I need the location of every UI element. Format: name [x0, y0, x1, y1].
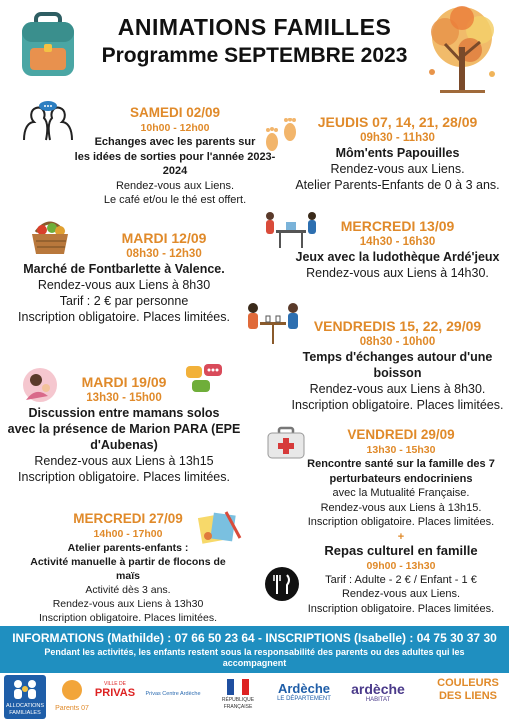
event-line: Inscription obligatoire. Places limitées.	[291, 398, 504, 412]
flag-icon	[227, 679, 249, 695]
event-day: JEUDIS 07, 14, 21, 28/09	[317, 114, 478, 130]
event-line: Jeux avec la ludothèque Ardé'jeux	[295, 250, 500, 264]
parents07-logo	[52, 677, 92, 717]
event-time: 14h30 - 16h30	[359, 236, 436, 248]
event-line: Le café et/ou le thé est offert.	[103, 194, 247, 206]
event-day: MERCREDI 13/09	[340, 218, 455, 234]
event-line: Activité manuelle à partir de flocons de maïs	[30, 556, 226, 582]
event-line: Rendez-vous aux Liens à 14h30.	[306, 266, 489, 280]
event-line: d'Aubenas)	[90, 438, 158, 452]
info-banner	[0, 626, 509, 673]
couleurs-label: COULEURS DES LIENS	[437, 677, 499, 702]
event-line: Rendez-vous aux Liens à 8h30.	[309, 382, 486, 396]
event-line: Rendez-vous aux Liens à 13h30	[52, 598, 204, 610]
event-line: Inscription obligatoire. Places limitées.	[18, 310, 230, 324]
event-mardi-12	[4, 230, 244, 325]
event-line: boisson	[373, 366, 422, 380]
event-time: 09h30 - 11h30	[360, 132, 435, 144]
event-time: 13h30 - 15h30	[366, 444, 436, 456]
ardeche-habitat-logo	[342, 681, 414, 715]
community-label: Privas Centre Ardèche	[145, 691, 201, 697]
republique-logo	[210, 679, 266, 717]
repas-title: Repas culturel en famille	[324, 543, 478, 558]
caf-label: ALLOCATIONS FAMILIALES	[5, 703, 45, 716]
event-line: Atelier parents-enfants :	[67, 542, 189, 554]
schoolbag-icon	[16, 12, 80, 80]
event-time: 08h30 - 10h00	[359, 336, 436, 348]
event-jeudis	[290, 114, 505, 193]
page-subtitle: Programme SEPTEMBRE 2023	[101, 44, 408, 67]
event-line: perturbateurs endocriniens	[329, 472, 473, 485]
event-line: Echanges avec les parents sur	[94, 136, 256, 148]
event-line: Rendez-vous aux Liens à 13h15	[34, 454, 214, 468]
event-line: Tarif : Adulte - 2 € / Enfant - 1 €	[325, 573, 477, 586]
event-vendredi-29	[296, 426, 506, 616]
autumn-tree-icon	[420, 2, 505, 97]
event-day: VENDREDI 29/09	[347, 427, 455, 442]
event-mercredi-13	[290, 218, 505, 281]
community-logo	[138, 685, 208, 713]
responsibility-note: Pendant les activités, les enfants restent sous la responsabilité des parents ou des adultes qui les accompagnent	[44, 647, 465, 668]
parents07-label: Parents 07	[55, 705, 89, 712]
event-line: Inscription obligatoire. Places limitées.	[39, 612, 217, 624]
event-line: Rendez-vous aux Liens.	[115, 179, 234, 192]
event-time: 13h30 - 15h00	[86, 392, 162, 404]
event-line: Rendez-vous aux Liens.	[341, 588, 460, 600]
event-day: MARDI 12/09	[121, 230, 207, 246]
ardeche-label: Ardèche	[277, 681, 331, 696]
republique-label: RÉPUBLIQUE FRANÇAISE	[221, 697, 255, 710]
ardeche-sub-label: LE DÉPARTEMENT	[277, 696, 331, 702]
event-day: SAMEDI 02/09	[129, 105, 221, 120]
event-line: Rencontre santé sur la famille des 7	[307, 458, 495, 470]
habitat-label: ardèche	[351, 681, 405, 697]
event-line: Inscription obligatoire. Places limitées.	[307, 602, 495, 615]
habitat-sub-label: HABITAT	[365, 697, 391, 703]
event-line: Rendez-vous aux Liens.	[330, 162, 465, 176]
privas-small-label: VILLE DE	[104, 681, 126, 687]
event-vendredis	[290, 318, 505, 413]
fork-knife-icon	[264, 566, 300, 602]
event-samedi-02	[70, 104, 280, 208]
event-line: Tarif : 2 € par personne	[59, 294, 189, 308]
event-day: MARDI 19/09	[81, 374, 167, 390]
event-line: Marché de Fontbarlette à Valence.	[23, 262, 225, 276]
event-line: Discussion entre mamans solos	[28, 406, 220, 420]
event-time: 14h00 - 17h00	[93, 528, 163, 540]
event-day: MERCREDI 27/09	[73, 511, 183, 526]
partner-logos	[0, 675, 509, 720]
sun-icon	[58, 677, 86, 703]
event-line: Atelier Parents-Enfants de 0 à 3 ans.	[295, 178, 500, 192]
event-time: 08h30 - 12h30	[126, 248, 202, 260]
event-line: Inscription obligatoire. Places limitées.	[307, 516, 495, 528]
contact-info: INFORMATIONS (Mathilde) : 07 66 50 23 64 - INSCRIPTIONS (Isabelle) : 04 75 30 37 30	[12, 631, 497, 645]
event-line: Inscription obligatoire. Places limitées.	[18, 470, 230, 484]
event-line: Rendez-vous aux Liens à 8h30	[37, 278, 211, 292]
page-title: ANIMATIONS FAMILLES	[117, 14, 392, 40]
event-mercredi-27	[18, 510, 238, 625]
couleurs-des-liens-logo	[432, 677, 504, 717]
event-line: Môm'ents Papouilles	[335, 146, 460, 160]
event-line: les idées de sorties pour l'année 2023-2024	[74, 150, 276, 177]
chat-heads-icon	[20, 100, 76, 144]
event-day: VENDREDIS 15, 22, 29/09	[313, 318, 482, 334]
event-time: 10h00 - 12h00	[140, 122, 210, 134]
privas-label: PRIVAS	[94, 687, 136, 699]
event-line: avec la présence de Marion PARA (EPE	[7, 422, 241, 436]
caf-logo	[4, 675, 46, 719]
ardeche-dept-logo	[270, 681, 338, 715]
repas-time: 09h00 - 13h30	[366, 559, 436, 572]
plus-sign: +	[397, 530, 405, 543]
family-icon	[4, 675, 46, 701]
event-line: Activité dès 3 ans.	[85, 584, 171, 596]
event-line: Rendez-vous aux Liens à 13h15.	[320, 501, 482, 514]
event-line: Temps d'échanges autour d'une	[302, 350, 493, 364]
event-mardi-19	[4, 374, 244, 485]
event-line: avec la Mutualité Française.	[332, 487, 470, 499]
privas-logo	[94, 681, 136, 715]
